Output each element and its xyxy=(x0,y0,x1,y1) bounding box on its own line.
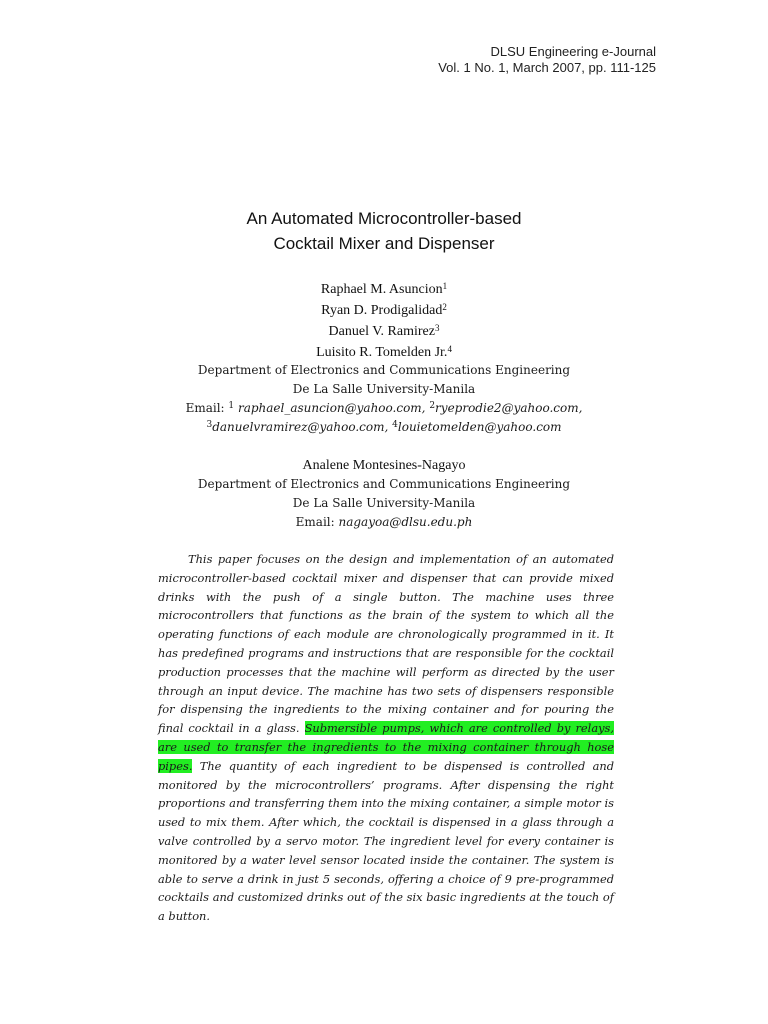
email-mark: 1 xyxy=(228,401,235,411)
author-footnote-mark: 1 xyxy=(442,281,448,291)
email-mark: 3 xyxy=(206,420,213,430)
journal-name: DLSU Engineering e-Journal xyxy=(490,44,656,59)
paper-title xyxy=(0,206,768,256)
email-mark: 4 xyxy=(392,420,398,430)
author-list xyxy=(0,279,768,363)
title-line-1: An Automated Microcontroller-based xyxy=(246,209,522,228)
author-2 xyxy=(0,300,768,321)
author-name: Raphael M. Asuncion xyxy=(320,282,443,297)
abstract xyxy=(158,550,614,926)
email-address[interactable]: raphael_asuncion@yahoo.com, xyxy=(237,401,430,415)
email-line xyxy=(0,513,768,532)
university: De La Salle University-Manila xyxy=(292,382,476,396)
affiliation-block xyxy=(0,361,768,437)
second-affiliation-block xyxy=(0,475,768,532)
author-footnote-mark: 3 xyxy=(434,323,440,333)
email-address[interactable]: danuelvramirez@yahoo.com, xyxy=(212,420,393,434)
email-label: Email: xyxy=(185,401,229,415)
second-author-name: Analene Montesines-Nagayo xyxy=(302,458,466,473)
author-name: Ryan D. Prodigalidad xyxy=(321,303,443,318)
author-footnote-mark: 2 xyxy=(442,302,447,312)
email-address[interactable]: louietomelden@yahoo.com xyxy=(397,420,562,434)
title-line-2: Cocktail Mixer and Dispenser xyxy=(273,234,495,253)
author-footnote-mark: 4 xyxy=(447,344,452,354)
highlighted-text: Submersible pumps, which are controlled by relays, are used to transfer the ingredients to the mixing container through hose pipes. xyxy=(158,721,615,773)
journal-citation: Vol. 1 No. 1, March 2007, pp. 111-125 xyxy=(438,60,656,75)
email-line-1 xyxy=(0,399,768,418)
abstract-text-continued: The quantity of each ingredient to be dispensed is controlled and monitored by the microcontrollers’ programs. After dispensing the right proportions and transferring them into the mixing container, a simple motor is used to mix them. After which, the cocktail is dispensed in a glass through a valve controlled by a servo motor. The ingredient level for every container is monitored by a water level sensor located inside the container. The system is able to serve a drink in just 5 seconds, offering a choice of 9 pre-programmed cocktails and customized drinks out of the six basic ingredients at the touch of a button. xyxy=(158,758,614,924)
department: Department of Electronics and Communications Engineering xyxy=(197,477,571,491)
author-name: Luisito R. Tomelden Jr. xyxy=(316,345,448,360)
email-label: Email: xyxy=(295,515,339,529)
author-4 xyxy=(0,342,768,363)
department: Department of Electronics and Communications Engineering xyxy=(197,363,571,377)
email-mark: 2 xyxy=(429,401,436,411)
email-address[interactable]: nagayoa@dlsu.edu.ph xyxy=(338,515,473,529)
journal-header xyxy=(438,44,656,76)
email-line-2 xyxy=(0,418,768,437)
author-name: Danuel V. Ramirez xyxy=(328,324,435,339)
university: De La Salle University-Manila xyxy=(292,496,476,510)
author-3 xyxy=(0,321,768,342)
email-address[interactable]: ryeprodie2@yahoo.com, xyxy=(435,401,583,415)
abstract-text: This paper focuses on the design and implementation of an automated microcontroller-based cocktail mixer and dispenser that can provide mixed drinks with the push of a single button. The machine uses three microcontrollers that functions as the brain of the system to which all the operating functions of each module are chronologically programmed in it. It has predefined programs and instructions that are responsible for the cocktail production processes that the machine will perform as directed by the user through an input device. The machine has two sets of dispensers responsible for dispensing the ingredients to the mixing container and for pouring the final cocktail in a glass. xyxy=(158,552,614,736)
author-1 xyxy=(0,279,768,300)
